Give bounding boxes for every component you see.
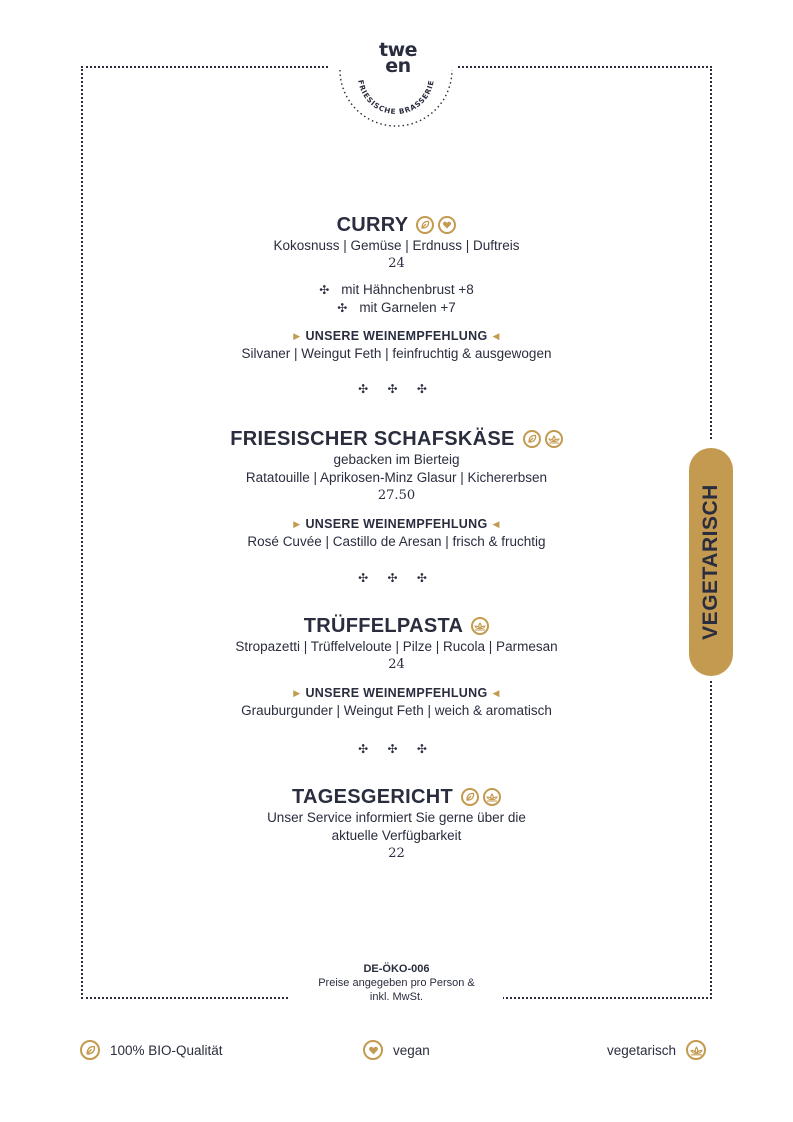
dish-price: 24 (388, 657, 405, 672)
dish-title-row (140, 427, 653, 451)
sparkle-icon: ✣ (337, 301, 348, 315)
dish-price: 22 (388, 846, 405, 861)
dish-price: 27.50 (377, 488, 416, 503)
dish-title-row (140, 213, 653, 237)
triangle-left-icon: ◀ (492, 331, 500, 341)
wine-recommendation: Rosé Cuvée | Castillo de Aresan | frisch & fruchtig (247, 534, 546, 549)
wine-heading: ▶ UNSERE WEINEMPFEHLUNG ◀ (293, 686, 500, 700)
dish-title-row (140, 785, 653, 809)
logo-wordmark (370, 39, 426, 77)
dish-description: Stropazetti | Trüffelveloute | Pilze | Rucola | Parmesan (235, 639, 558, 654)
logo-line-1: twe (378, 39, 418, 61)
bio-leaf-icon (416, 216, 434, 234)
dish-tagesgericht (140, 785, 653, 863)
price-note-line-1: Preise angegeben pro Person & (318, 977, 475, 989)
sparkle-icon: ✣ (319, 283, 330, 297)
vegetarian-lotus-icon (471, 617, 489, 635)
dish-title-row (140, 614, 653, 638)
dish-addon: ✣ mit Garnelen +7 (337, 300, 456, 315)
svg-text:FRIESISCHE BRASSERIE (356, 79, 436, 116)
vegetarian-lotus-icon (545, 430, 563, 448)
dish-price: 24 (388, 256, 405, 271)
bio-leaf-icon (523, 430, 541, 448)
section-separator: ✣ ✣ ✣ (358, 571, 435, 585)
triangle-right-icon: ▶ (293, 331, 301, 341)
legend-bio (80, 1040, 223, 1060)
footer-note (290, 962, 503, 1004)
dish-title: FRIESISCHER SCHAFSKÄSE (230, 427, 515, 450)
legend-bio-label: 100% BIO-Qualität (110, 1042, 223, 1058)
category-tab-label: VEGETARISCH (699, 484, 722, 640)
vegan-heart-icon (438, 216, 456, 234)
dish-description: Kokosnuss | Gemüse | Erdnuss | Duftreis (273, 238, 520, 253)
legend-vegan-label: vegan (393, 1042, 430, 1058)
legend-vegetarian (607, 1040, 706, 1060)
dish-title: CURRY (336, 213, 409, 236)
legend-vegan (363, 1040, 430, 1060)
dish-curry (140, 213, 653, 363)
section-separator: ✣ ✣ ✣ (358, 382, 435, 396)
dish-description: Ratatouille | Aprikosen-Minz Glasur | Kichererbsen (245, 470, 548, 485)
wine-recommendation: Silvaner | Weingut Feth | feinfruchtig & ausgewogen (241, 346, 552, 361)
category-tab (689, 448, 733, 676)
section-separator: ✣ ✣ ✣ (358, 742, 435, 756)
legend-vegetarian-label: vegetarisch (607, 1042, 677, 1058)
triangle-left-icon: ◀ (492, 688, 500, 698)
price-note-line-2: inkl. MwSt. (369, 991, 424, 1003)
dish-description: aktuelle Verfügbarkeit (331, 828, 462, 843)
bio-leaf-icon (461, 788, 479, 806)
dish-description: Unser Service informiert Sie gerne über die (267, 810, 526, 825)
wine-recommendation: Grauburgunder | Weingut Feth | weich & aromatisch (241, 703, 552, 718)
vegetarian-lotus-icon (483, 788, 501, 806)
dish-trueffelpasta (140, 614, 653, 720)
triangle-right-icon: ▶ (293, 519, 301, 529)
vegan-heart-icon (363, 1040, 383, 1060)
dish-title: TAGESGERICHT (291, 785, 453, 808)
dish-addon: ✣ mit Hähnchenbrust +8 (319, 282, 474, 297)
organic-certification: DE-ÖKO-006 (363, 963, 430, 975)
wine-heading: ▶ UNSERE WEINEMPFEHLUNG ◀ (293, 329, 500, 343)
logo-tagline: FRIESISCHE BRASSERIE (356, 79, 436, 117)
bio-leaf-icon (80, 1040, 100, 1060)
dish-title: TRÜFFELPASTA (303, 614, 464, 637)
dish-schafskaese (140, 427, 653, 551)
vegetarian-lotus-icon (686, 1040, 706, 1060)
triangle-right-icon: ▶ (293, 688, 301, 698)
dish-description: gebacken im Bierteig (333, 452, 460, 467)
logo-line-2: en (385, 55, 411, 77)
triangle-left-icon: ◀ (492, 519, 500, 529)
wine-heading: ▶ UNSERE WEINEMPFEHLUNG ◀ (293, 517, 500, 531)
